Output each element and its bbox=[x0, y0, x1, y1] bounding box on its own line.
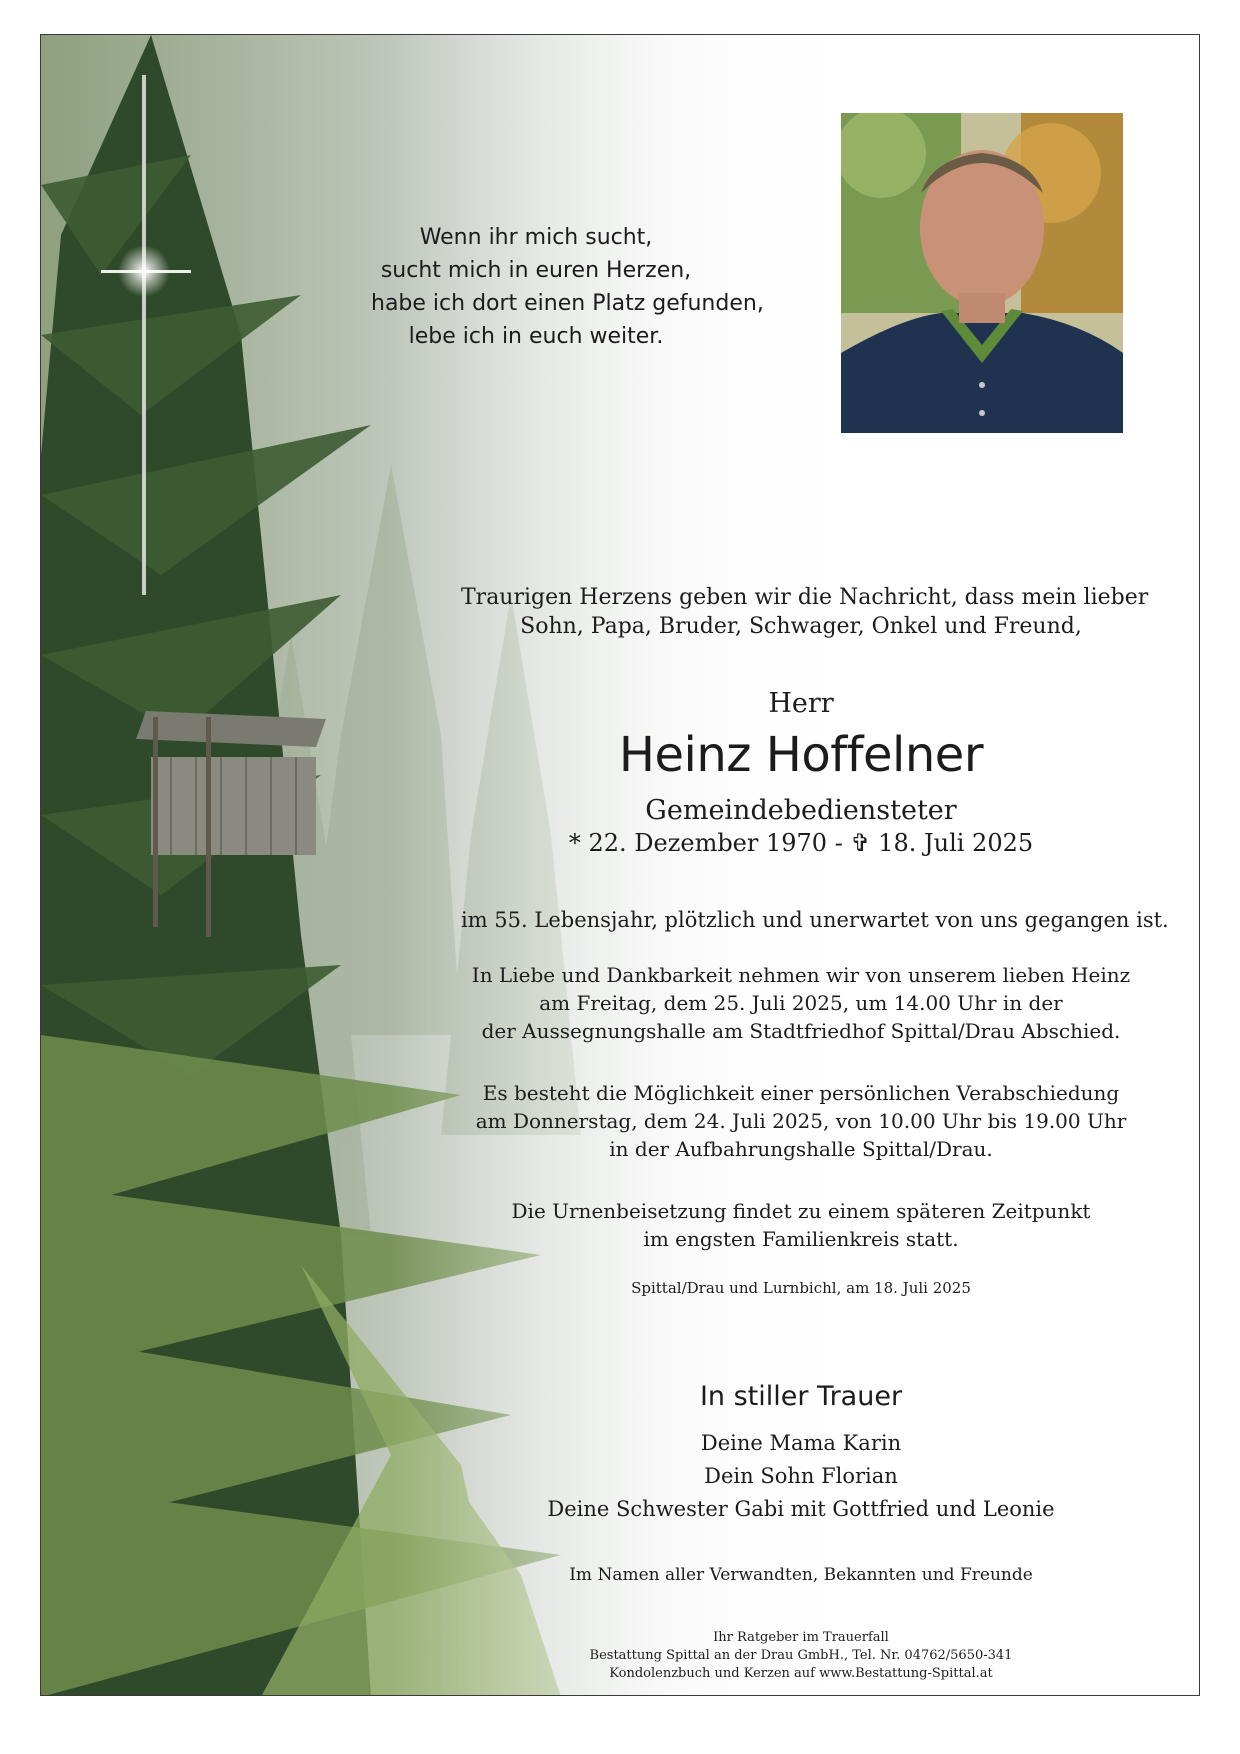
footer-line: Ihr Ratgeber im Trauerfall bbox=[713, 1630, 889, 1645]
farewell-line: am Freitag, dem 25. Juli 2025, um 14.00 Uhr in der bbox=[539, 991, 1063, 1015]
place-date: Spittal/Drau und Lurnbichl, am 18. Juli 2025 bbox=[631, 1279, 971, 1297]
mourners-list bbox=[461, 1427, 1141, 1526]
footer-line: Bestattung Spittal an der Drau GmbH., Tel. Nr. 04762/5650-341 bbox=[589, 1648, 1013, 1663]
viewing-line: Es besteht die Möglichkeit einer persönlichen Verabschiedung bbox=[482, 1081, 1120, 1105]
urn-line: im engsten Familienkreis statt. bbox=[643, 1227, 959, 1251]
farewell-paragraph bbox=[461, 961, 1141, 1045]
poem bbox=[371, 221, 764, 353]
occupation: Gemeindebediensteter bbox=[645, 795, 957, 826]
intro-line: Sohn, Papa, Bruder, Schwager, Onkel und Freund, bbox=[520, 614, 1082, 639]
viewing-line: am Donnerstag, dem 24. Juli 2025, von 10.00 Uhr bis 19.00 Uhr bbox=[475, 1109, 1127, 1133]
death-date: 18. Juli 2025 bbox=[878, 829, 1034, 857]
viewing-line: in der Aufbahrungshalle Spittal/Drau. bbox=[609, 1137, 993, 1161]
farewell-line: In Liebe und Dankbarkeit nehmen wir von unserem lieben Heinz bbox=[471, 963, 1131, 987]
viewing-paragraph bbox=[461, 1079, 1141, 1163]
poem-line: lebe ich in euch weiter. bbox=[408, 324, 664, 349]
urn-line: Die Urnenbeisetzung findet zu einem späteren Zeitpunkt bbox=[511, 1199, 1091, 1223]
poem-line: sucht mich in euren Herzen, bbox=[380, 258, 692, 283]
portrait-photo bbox=[841, 113, 1123, 433]
mourner: Deine Schwester Gabi mit Gottfried und Leonie bbox=[547, 1497, 1055, 1521]
poem-line: Wenn ihr mich sucht, bbox=[419, 225, 653, 250]
age-line: im 55. Lebensjahr, plötzlich und unerwartet von uns gegangen ist. bbox=[461, 908, 1169, 932]
mourners-closing: Im Namen aller Verwandten, Bekannten und Freunde bbox=[569, 1565, 1033, 1585]
death-cross-icon: ✞ bbox=[850, 829, 871, 857]
intro-text bbox=[461, 583, 1149, 641]
poem-line: habe ich dort einen Platz gefunden, bbox=[371, 291, 764, 316]
urn-paragraph bbox=[461, 1197, 1141, 1253]
deceased-name: Heinz Hoffelner bbox=[618, 727, 984, 783]
birth-date: * 22. Dezember 1970 - bbox=[568, 829, 843, 857]
funeral-home-footer bbox=[461, 1629, 1141, 1683]
obituary-card bbox=[40, 34, 1200, 1696]
mourner: Deine Mama Karin bbox=[700, 1431, 902, 1455]
footer-line: Kondolenzbuch und Kerzen auf www.Bestattung-Spittal.at bbox=[609, 1666, 993, 1681]
mourning-heading: In stiller Trauer bbox=[699, 1381, 903, 1412]
mourner: Dein Sohn Florian bbox=[704, 1464, 898, 1488]
farewell-line: der Aussegnungshalle am Stadtfriedhof Spittal/Drau Abschied. bbox=[481, 1019, 1121, 1043]
life-dates bbox=[461, 829, 1141, 857]
intro-line: Traurigen Herzens geben wir die Nachricht, dass mein lieber bbox=[461, 585, 1149, 610]
salutation: Herr bbox=[768, 688, 834, 719]
